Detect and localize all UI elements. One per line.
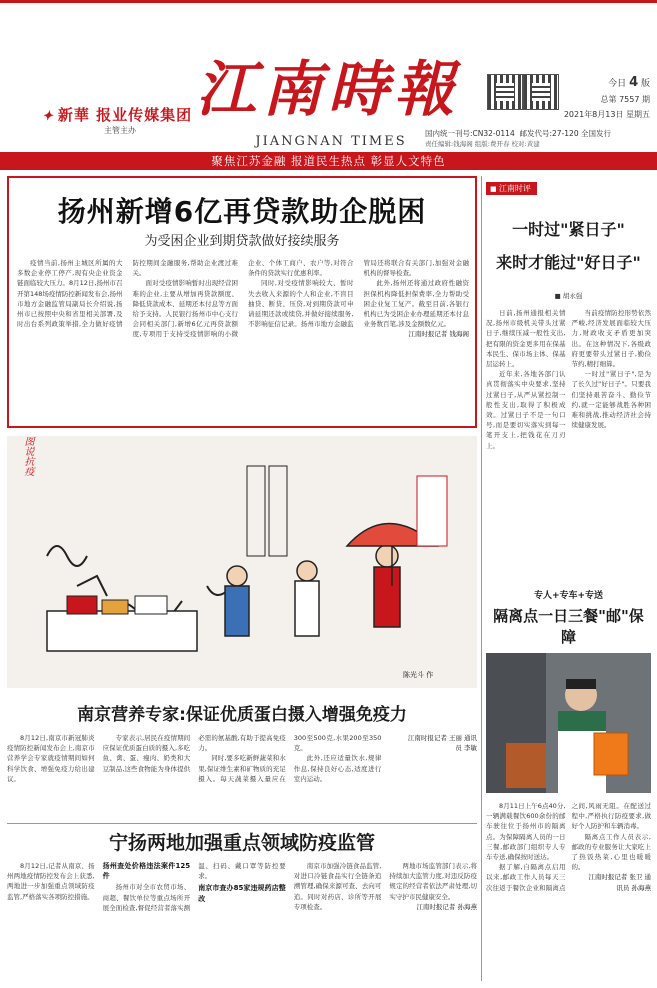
today-pages-unit: 版 bbox=[640, 79, 650, 89]
today-pages bbox=[560, 75, 650, 92]
cartoon-drawing bbox=[7, 436, 477, 688]
cartoon-illustration bbox=[7, 436, 477, 688]
editors-line: 责任编辑:钱海阁 组版:费开春 校对:黄建 bbox=[425, 140, 540, 148]
courier-photo bbox=[486, 653, 651, 793]
lead-headline[interactable]: 扬州新增6亿再贷款助企脱困 bbox=[57, 195, 427, 228]
supervision-byline: 江南时报记者 孙海燕 bbox=[416, 902, 477, 911]
newspaper-title: 江南時報 bbox=[196, 55, 460, 125]
nutrition-paragraph: 8月12日,南京市新冠肺炎疫情防控新闻发布会上,南京市营养学会专家就疫情期间如何科学饮食、增强免疫力给出建议。 bbox=[7, 734, 95, 783]
supervision-paragraph: 扬州市对全市农贸市场、商超、餐饮单位等重点场所开展全面检查,督促经营者落实测温、扫码、戴口罩等防控要求。 bbox=[102, 862, 286, 912]
cartoon-label: 图说抗疫 bbox=[22, 436, 33, 476]
cartoon-author: 陈光斗 作 bbox=[403, 671, 434, 679]
group-logo-text: 新華 报业传媒集团 bbox=[57, 106, 193, 124]
issue-total: 总第 7557 期 bbox=[600, 95, 650, 104]
lead-byline: 江南时报记者 钱海阁 bbox=[408, 330, 469, 339]
masthead bbox=[0, 0, 657, 152]
supervision-body bbox=[7, 861, 477, 986]
commentary-headline-line1[interactable]: 一时过"紧日子" bbox=[512, 220, 625, 239]
qr-code-icon-2 bbox=[523, 74, 559, 110]
swirl-icon: ✦ bbox=[42, 109, 54, 124]
commentary-paragraph: 当前疫情防控形势依然严峻,经济发展面临较大压力,财政收支矛盾更加突出。在这种情况下,各级政府更要带头过紧日子,勤俭节约,精打细算。 bbox=[571, 309, 651, 369]
supervision-paragraph: 8月12日,记者从南京、扬州两地疫情防控发布会上获悉,两地进一步加强重点领域防疫监管,严格落实各项防控措施。 bbox=[7, 862, 95, 901]
commentary-paragraph: 日前,扬州通报相关情况,扬州市级机关带头过紧日子,继续压减一般性支出,把有限的资金更多用在保基本民生、保市场主体、保基层运转上。 bbox=[486, 309, 566, 369]
issue-date: 2021年8月13日 星期五 bbox=[563, 110, 650, 119]
lead-paragraph: 同时,对受疫情影响较大、暂时失去收入来源的个人和企业,不盲目抽贷、断贷、压贷,对到期贷款可申请延期还款或续贷,并做好接续服务,不影响征信记录。扬州市地方金融监管局还将联合有关部门,加强对金融机构的督导检查。 bbox=[248, 259, 469, 329]
supervision-headline[interactable]: 宁扬两地加强重点领域防疫监管 bbox=[108, 832, 375, 854]
cn-number: 国内统一刊号:CN32-0114 bbox=[425, 129, 515, 138]
group-logo bbox=[42, 104, 192, 125]
nutrition-paragraph: 此外,还应适量饮水,规律作息,保持良好心态,适度进行室内运动。 bbox=[293, 754, 382, 783]
commentary-body bbox=[486, 308, 651, 608]
nutrition-headline[interactable]: 南京营养专家:保证优质蛋白摄入增强免疫力 bbox=[77, 705, 407, 725]
supervision-paragraph: 南京市加强冷链食品监管,对进口冷链食品实行全链条追溯管理,确保来源可查、去向可追。同时对药店、诊所等开展专项检查。 bbox=[293, 862, 382, 911]
supervision-paragraph: 两地市场监管部门表示,将持续加大监管力度,对违反防疫规定的经营者依法严肃处理,切实守护市民健康安全。 bbox=[389, 862, 477, 901]
photo-story-paragraph: 8月11日上午6点40分,一辆满载餐饮600余份的邮车驶往位于扬州市的隔离点。为保障隔离人员的一日三餐,邮政部门组织专人专车专送,确保按时送达。 bbox=[486, 802, 566, 862]
commentary-headline-line2[interactable]: 来时才能过"好日子" bbox=[496, 253, 641, 272]
lead-story bbox=[7, 176, 477, 428]
top-rule bbox=[0, 0, 657, 3]
supervision-subhead: 扬州查处价格违法案件125件 bbox=[102, 862, 191, 881]
commentary-tag: ■ 江南时评 bbox=[486, 182, 537, 195]
photo-story-paragraph: 隔离点工作人员表示,邮政的专业服务让大家吃上了热饭热菜,心里也暖暖的。 bbox=[571, 832, 651, 872]
commentary-author: ■ 胡永强 bbox=[554, 292, 583, 300]
qr-code-icon bbox=[487, 74, 523, 110]
today-pages-count: 4 bbox=[629, 75, 639, 90]
photo-story-paragraph: 据了解,自隔离点启用以来,邮政工作人员每天三次往返于餐饮企业和隔离点之间,风雨无阻。在配送过程中,严格执行防疫要求,做好个人防护和车辆消毒。 bbox=[486, 802, 651, 892]
photo-story-byline: 江南时报记者 张卫 通讯员 孙海燕 bbox=[588, 873, 651, 892]
publication-row bbox=[425, 128, 655, 150]
postal-code: 邮发代号:27-120 全国发行 bbox=[519, 129, 611, 138]
slogan-banner: 聚焦江苏金融 报道民生热点 彰显人文特色 bbox=[0, 152, 657, 170]
photo-story-headline[interactable]: 隔离点一日三餐"邮"保障 bbox=[493, 607, 644, 646]
nutrition-paragraph: 同时,要多吃新鲜蔬菜和水果,保证维生素和矿物质的充足摄入。每天蔬菜摄入量应在300至500克,水果200至350克。 bbox=[198, 734, 382, 783]
today-pages-label: 今日 bbox=[608, 79, 627, 89]
commentary-paragraph: 一时过"紧日子",是为了长久过"好日子"。只要我们坚持艰苦奋斗、勤俭节约,就一定能够战胜各种困难和挑战,推动经济社会持续健康发展。 bbox=[571, 370, 651, 430]
commentary-paragraph: 近年来,各地各部门认真贯彻落实中央要求,坚持过紧日子,从严从紧控制一般性支出,取得了积极成效。过紧日子不是一句口号,而是要切实落实到每一笔开支上,把钱花在刀刃上。 bbox=[486, 370, 566, 450]
issue-info bbox=[560, 75, 650, 122]
lead-paragraph: 面对受疫情影响暂时出现经营困难的企业,主要从增加再贷款额度、降低贷款成本、延期还本付息等方面给予支持。人民银行扬州市中心支行会同相关部门,新增6亿元再贷款额度,专项用于支持受疫情影响的小微企业、个体工商户、农户等,对符合条件的贷款实行优惠利率。 bbox=[132, 259, 354, 339]
lead-paragraph: 此外,扬州还将通过政府性融资担保机构降低担保费率,全力帮助受困企业复工复产。截至目前,各银行机构已为受困企业办理延期还本付息业务数百笔,涉及金额数亿元。 bbox=[363, 279, 469, 329]
lead-paragraph: 疫情当前,扬州主城区所属的大多数企业停工停产,现有央企业资金链面临较大压力。8月12日,扬州市召开第148场疫情防控新闻发布会,扬州市地方金融监管局副局长介绍说,扬州市已按照中央和省里相关部署,及时出台系列政策举措,全力做好疫情防控期间金融服务,帮助企业渡过难关。 bbox=[17, 259, 238, 329]
column-divider bbox=[481, 176, 482, 981]
supervision-story bbox=[7, 828, 477, 983]
nutrition-byline: 江南时报记者 王丽 通讯员 李敏 bbox=[407, 734, 477, 753]
section-divider bbox=[7, 823, 477, 824]
photo-story bbox=[486, 588, 651, 978]
photo-story-kicker: 专人+专车+专送 bbox=[533, 591, 604, 601]
photo-story-image bbox=[486, 653, 651, 793]
group-logo-sub: 主管主办 bbox=[104, 126, 136, 135]
nutrition-story bbox=[7, 700, 477, 820]
photo-story-body bbox=[486, 801, 651, 988]
lead-subhead: 为受困企业到期贷款做好接续服务 bbox=[144, 234, 340, 249]
nutrition-body bbox=[7, 733, 477, 823]
lead-body bbox=[17, 258, 469, 418]
newspaper-title-en: JIANGNAN TIMES bbox=[255, 134, 407, 149]
commentary-column bbox=[486, 176, 651, 556]
nutrition-paragraph: 专家表示,居民在疫情期间应保证优质蛋白质的摄入,多吃鱼、禽、蛋、瘦肉、奶类和大豆制品,这些食物能为身体提供必需的氨基酸,有助于提高免疫力。 bbox=[102, 734, 286, 773]
supervision-subhead: 南京市查办85家违规药店整改 bbox=[198, 884, 286, 903]
